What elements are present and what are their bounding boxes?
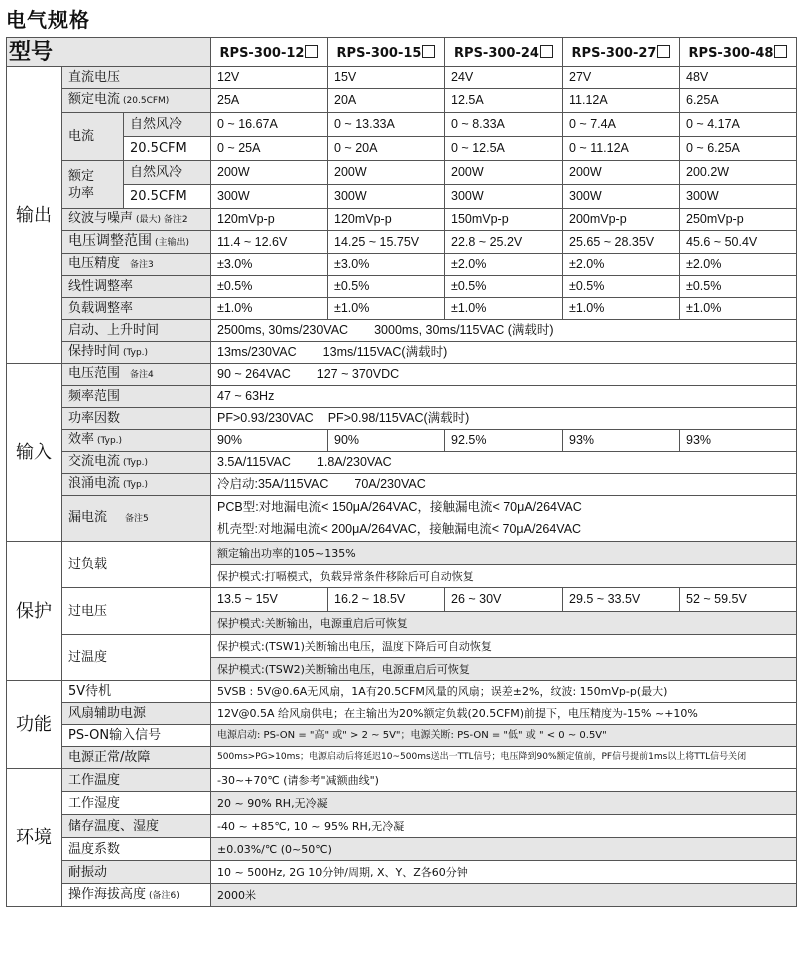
spec-value: 保护模式:打嗝模式，负载异常条件移除后可自动恢复 <box>211 565 797 588</box>
spec-value: 20 ~ 90% RH,无冷凝 <box>211 792 797 815</box>
spec-value: 48V <box>680 67 797 89</box>
spec-value: 250mVp-p <box>680 209 797 231</box>
section-input: 输入 <box>7 364 62 542</box>
spec-value: 90 ~ 264VAC 127 ~ 370VDC <box>211 364 797 386</box>
spec-table <box>6 37 796 953</box>
spec-label: 电压调整范围 (主输出) <box>62 231 211 254</box>
spec-label: 电压精度 备注3 <box>62 254 211 276</box>
spec-label: 风扇辅助电源 <box>62 703 211 725</box>
row-altitude <box>7 884 797 907</box>
row-rated-current <box>7 89 797 113</box>
spec-value: 3.5A/115VAC 1.8A/230VAC <box>211 452 797 474</box>
spec-value: 120mVp-p <box>211 209 328 231</box>
row-overvoltage <box>7 588 797 612</box>
row-vibration <box>7 861 797 884</box>
spec-value: ±0.5% <box>680 276 797 298</box>
spec-value: 11.4 ~ 12.6V <box>211 231 328 254</box>
model-header: 型号 <box>7 38 211 67</box>
spec-value: 300W <box>680 185 797 209</box>
model-name: RPS-300-24 <box>445 38 563 67</box>
spec-value: 300W <box>328 185 445 209</box>
spec-value: 500ms>PG>10ms；电源启动后将延迟10~500ms送出一TTL信号；电压降到90%额定值前，PF信号提前1ms以上将TTL信号关闭 <box>211 747 797 769</box>
row-load-reg <box>7 298 797 320</box>
spec-value: 200W <box>563 161 680 185</box>
spec-value: 45.6 ~ 50.4V <box>680 231 797 254</box>
spec-label: 功率因数 <box>62 408 211 430</box>
spec-value: 12V@0.5A 给风扇供电；在主输出为20%额定负载(20.5CFM)前提下，电压精度为-15% ~+10% <box>211 703 797 725</box>
spec-value: 0 ~ 25A <box>211 137 328 161</box>
section-output: 输出 <box>7 67 62 364</box>
spec-value: 52 ~ 59.5V <box>680 588 797 612</box>
spec-value: 93% <box>563 430 680 452</box>
spec-value: ±1.0% <box>680 298 797 320</box>
spec-value: 5VSB : 5V@0.6A无风扇，1A有20.5CFM风量的风扇；误差±2%，纹波: 150mVp-p(最大) <box>211 681 797 703</box>
spec-sublabel: 20.5CFM <box>124 185 211 209</box>
spec-value: 27V <box>563 67 680 89</box>
spec-value: 13.5 ~ 15V <box>211 588 328 612</box>
spec-value: -30~+70℃ (请参考"减额曲线") <box>211 769 797 792</box>
spec-label: 温度系数 <box>62 838 211 861</box>
spec-value: ±1.0% <box>328 298 445 320</box>
spec-value: 26 ~ 30V <box>445 588 563 612</box>
spec-value: 0 ~ 11.12A <box>563 137 680 161</box>
spec-value: 0 ~ 8.33A <box>445 113 563 137</box>
row-working-humidity <box>7 792 797 815</box>
spec-label: 电源正常/故障 <box>62 747 211 769</box>
spec-value: 0 ~ 6.25A <box>680 137 797 161</box>
spec-value: 0 ~ 7.4A <box>563 113 680 137</box>
spec-value: 保护模式:关断输出，电源重启后可恢复 <box>211 612 797 635</box>
row-ac-current <box>7 452 797 474</box>
model-name: RPS-300-12 <box>211 38 328 67</box>
spec-label: 纹波与噪声 (最大) 备注2 <box>62 209 211 231</box>
model-row <box>7 38 797 67</box>
spec-value: 22.8 ~ 25.2V <box>445 231 563 254</box>
spec-value: 10 ~ 500Hz, 2G 10分钟/周期, X、Y、Z各60分钟 <box>211 861 797 884</box>
row-temp-coeff <box>7 838 797 861</box>
spec-value: 150mVp-p <box>445 209 563 231</box>
spec-label: 电流 <box>62 113 124 161</box>
row-ripple <box>7 209 797 231</box>
spec-value: 保护模式:(TSW2)关断输出电压，电源重启后可恢复 <box>211 658 797 681</box>
spec-value: 6.25A <box>680 89 797 113</box>
spec-value: ±2.0% <box>445 254 563 276</box>
spec-value: 13ms/230VAC 13ms/115VAC(满载时) <box>211 342 797 364</box>
spec-label: 保持时间 (Typ.) <box>62 342 211 364</box>
spec-label: 过温度 <box>62 635 211 681</box>
spec-label: 额定电流 (20.5CFM) <box>62 89 211 113</box>
spec-value: 90% <box>211 430 328 452</box>
spec-value: 0 ~ 13.33A <box>328 113 445 137</box>
spec-label: 电压范围 备注4 <box>62 364 211 386</box>
row-tolerance <box>7 254 797 276</box>
spec-value: 0 ~ 16.67A <box>211 113 328 137</box>
spec-value: 25A <box>211 89 328 113</box>
spec-sublabel: 20.5CFM <box>124 137 211 161</box>
page-title: 电气规格 <box>6 8 90 32</box>
section-function: 功能 <box>7 681 62 769</box>
spec-label: 漏电流 备注5 <box>62 496 211 542</box>
spec-value: 24V <box>445 67 563 89</box>
spec-label: 工作湿度 <box>62 792 211 815</box>
spec-value: ±1.0% <box>563 298 680 320</box>
row-current-natural <box>7 113 797 137</box>
spec-value: ±2.0% <box>563 254 680 276</box>
spec-value: PF>0.93/230VAC PF>0.98/115VAC(满载时) <box>211 408 797 430</box>
row-inrush <box>7 474 797 496</box>
spec-label: 浪涌电流 (Typ.) <box>62 474 211 496</box>
model-name: RPS-300-15 <box>328 38 445 67</box>
spec-sublabel: 自然风冷 <box>124 113 211 137</box>
spec-label: 直流电压 <box>62 67 211 89</box>
spec-value: 200W <box>328 161 445 185</box>
spec-label: 工作温度 <box>62 769 211 792</box>
spec-value: 16.2 ~ 18.5V <box>328 588 445 612</box>
spec-value: 15V <box>328 67 445 89</box>
spec-label: 负载调整率 <box>62 298 211 320</box>
row-power-cfm <box>7 185 797 209</box>
spec-value: ±0.5% <box>445 276 563 298</box>
section-protection: 保护 <box>7 542 62 681</box>
model-name: RPS-300-27 <box>563 38 680 67</box>
spec-label: 交流电流 (Typ.) <box>62 452 211 474</box>
spec-value: 机壳型:对地漏电流< 200μA/264VAC，接触漏电流< 70μA/264VAC <box>211 519 797 542</box>
spec-value: 300W <box>445 185 563 209</box>
row-adj-range <box>7 231 797 254</box>
spec-value: 200.2W <box>680 161 797 185</box>
row-power-good <box>7 747 797 769</box>
spec-value: ±0.5% <box>211 276 328 298</box>
spec-label: 线性调整率 <box>62 276 211 298</box>
spec-value: 300W <box>211 185 328 209</box>
spec-value: 200mVp-p <box>563 209 680 231</box>
spec-value: 2000米 <box>211 884 797 907</box>
row-power-factor <box>7 408 797 430</box>
spec-value: ±0.5% <box>563 276 680 298</box>
row-overtemp <box>7 635 797 658</box>
spec-value: ±1.0% <box>211 298 328 320</box>
row-storage <box>7 815 797 838</box>
spec-label: 5V待机 <box>62 681 211 703</box>
spec-value: ±0.5% <box>328 276 445 298</box>
row-frequency <box>7 386 797 408</box>
spec-value: ±0.03%/℃ (0~50℃) <box>211 838 797 861</box>
model-name: RPS-300-48 <box>680 38 797 67</box>
row-current-cfm <box>7 137 797 161</box>
spec-value: 11.12A <box>563 89 680 113</box>
spec-value: 0 ~ 4.17A <box>680 113 797 137</box>
spec-label: 过负载 <box>62 542 211 588</box>
spec-value: 12V <box>211 67 328 89</box>
spec-label: 过电压 <box>62 588 211 635</box>
spec-label: 储存温度、湿度 <box>62 815 211 838</box>
spec-value: 20A <box>328 89 445 113</box>
spec-value: 电源启动: PS-ON = "高" 或" > 2 ~ 5V"；电源关断: PS-ON = "低" 或 " < 0 ~ 0.5V" <box>211 725 797 747</box>
row-hold-time <box>7 342 797 364</box>
row-fan-supply <box>7 703 797 725</box>
spec-value: 14.25 ~ 15.75V <box>328 231 445 254</box>
spec-value: 冷启动:35A/115VAC 70A/230VAC <box>211 474 797 496</box>
spec-value: 93% <box>680 430 797 452</box>
spec-label: 耐振动 <box>62 861 211 884</box>
spec-value: -40 ~ +85℃, 10 ~ 95% RH,无冷凝 <box>211 815 797 838</box>
spec-value: 200W <box>211 161 328 185</box>
spec-label: 频率范围 <box>62 386 211 408</box>
row-5v-standby <box>7 681 797 703</box>
spec-value: 29.5 ~ 33.5V <box>563 588 680 612</box>
spec-value: ±1.0% <box>445 298 563 320</box>
row-working-temp <box>7 769 797 792</box>
row-dc-voltage <box>7 67 797 89</box>
row-power-natural <box>7 161 797 185</box>
spec-value: 保护模式:(TSW1)关断输出电压，温度下降后可自动恢复 <box>211 635 797 658</box>
spec-value: ±2.0% <box>680 254 797 276</box>
row-setup-time <box>7 320 797 342</box>
spec-value: 92.5% <box>445 430 563 452</box>
spec-value: 2500ms, 30ms/230VAC 3000ms, 30ms/115VAC (满载时) <box>211 320 797 342</box>
spec-value: 200W <box>445 161 563 185</box>
spec-label: 效率 (Typ.) <box>62 430 211 452</box>
spec-sublabel: 自然风冷 <box>124 161 211 185</box>
spec-value: ±3.0% <box>211 254 328 276</box>
spec-value: 120mVp-p <box>328 209 445 231</box>
spec-label: PS-ON输入信号 <box>62 725 211 747</box>
row-leakage <box>7 496 797 519</box>
spec-value: 300W <box>563 185 680 209</box>
row-input-voltage <box>7 364 797 386</box>
section-environment: 环境 <box>7 769 62 907</box>
spec-value: 0 ~ 12.5A <box>445 137 563 161</box>
spec-label: 额定 功率 <box>62 161 124 209</box>
spec-value: 额定输出功率的105~135% <box>211 542 797 565</box>
spec-label: 启动、上升时间 <box>62 320 211 342</box>
row-line-reg <box>7 276 797 298</box>
row-efficiency <box>7 430 797 452</box>
spec-value: PCB型:对地漏电流< 150μA/264VAC，接触漏电流< 70μA/264VAC <box>211 496 797 519</box>
spec-label: 操作海拔高度 (备注6) <box>62 884 211 907</box>
spec-value: 0 ~ 20A <box>328 137 445 161</box>
spec-value: 90% <box>328 430 445 452</box>
row-ps-on <box>7 725 797 747</box>
spec-value: ±3.0% <box>328 254 445 276</box>
spec-value: 47 ~ 63Hz <box>211 386 797 408</box>
spec-value: 12.5A <box>445 89 563 113</box>
spec-value: 25.65 ~ 28.35V <box>563 231 680 254</box>
row-overload <box>7 542 797 565</box>
